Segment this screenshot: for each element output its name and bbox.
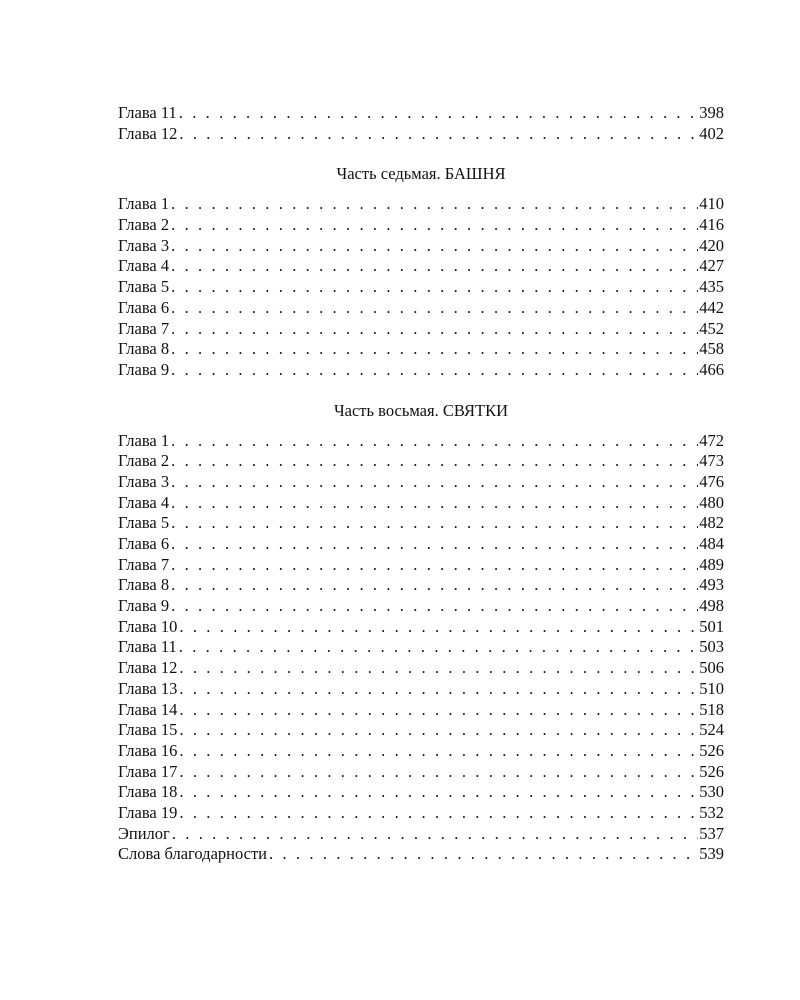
dot-leader	[171, 596, 698, 617]
dot-leader	[171, 451, 698, 472]
toc-entry[interactable]	[118, 493, 724, 514]
toc-entry-page: 420	[699, 235, 724, 255]
toc-entry[interactable]	[118, 431, 724, 452]
toc-entry-page: 416	[699, 215, 724, 235]
toc-entry[interactable]	[118, 803, 724, 824]
toc-entry-page: 435	[699, 277, 724, 297]
toc-entry[interactable]	[118, 720, 724, 741]
toc-entry[interactable]	[118, 319, 724, 340]
dot-leader	[172, 824, 698, 845]
toc-entry[interactable]	[118, 762, 724, 783]
dot-leader	[171, 277, 698, 298]
toc-entry[interactable]	[118, 298, 724, 319]
toc-entry-title: Глава 18	[118, 782, 178, 802]
toc-entry[interactable]	[118, 658, 724, 679]
toc-section-part8	[118, 431, 724, 865]
toc-entry-page: 532	[699, 802, 724, 822]
dot-leader	[171, 472, 698, 493]
toc-entry-page: 530	[699, 782, 724, 802]
toc-entry-title: Глава 3	[118, 471, 170, 491]
toc-entry[interactable]	[118, 451, 724, 472]
toc-entry-page: 518	[699, 699, 724, 719]
toc-entry-page: 482	[699, 513, 724, 533]
dot-leader	[171, 360, 698, 381]
toc-entry-epilogue[interactable]	[118, 824, 724, 845]
toc-entry-title: Глава 1	[118, 430, 170, 450]
toc-entry-title: Глава 19	[118, 802, 178, 822]
dot-leader	[179, 637, 698, 658]
toc-entry[interactable]	[118, 124, 724, 145]
toc-entry[interactable]	[118, 637, 724, 658]
toc-entry[interactable]	[118, 534, 724, 555]
toc-entry-page: 472	[699, 430, 724, 450]
dot-leader	[171, 513, 698, 534]
toc-entry-acknowledgements[interactable]	[118, 844, 724, 865]
toc-entry-page: 501	[699, 616, 724, 636]
toc-entry-page: 427	[699, 256, 724, 276]
table-of-contents	[118, 103, 724, 865]
toc-entry-title: Глава 7	[118, 318, 170, 338]
toc-entry[interactable]	[118, 741, 724, 762]
toc-entry-title: Глава 13	[118, 678, 178, 698]
toc-entry-page: 480	[699, 492, 724, 512]
toc-entry[interactable]	[118, 782, 724, 803]
toc-entry-title: Глава 2	[118, 215, 170, 235]
dot-leader	[171, 339, 698, 360]
dot-leader	[179, 679, 698, 700]
toc-entry-page: 539	[699, 844, 724, 864]
toc-entry-title: Глава 10	[118, 616, 178, 636]
dot-leader	[179, 124, 698, 145]
dot-leader	[179, 782, 698, 803]
toc-entry[interactable]	[118, 700, 724, 721]
toc-entry-title: Глава 1	[118, 194, 170, 214]
dot-leader	[171, 236, 698, 257]
dot-leader	[269, 844, 698, 865]
toc-entry-page: 442	[699, 297, 724, 317]
toc-entry-title: Глава 11	[118, 103, 177, 122]
dot-leader	[179, 103, 698, 124]
toc-entry[interactable]	[118, 513, 724, 534]
toc-entry[interactable]	[118, 575, 724, 596]
toc-entry-page: 476	[699, 471, 724, 491]
toc-entry-title: Глава 16	[118, 740, 178, 760]
toc-entry-title: Глава 12	[118, 123, 178, 143]
dot-leader	[179, 741, 698, 762]
toc-entry-title: Глава 8	[118, 339, 170, 359]
dot-leader	[179, 762, 698, 783]
dot-leader	[171, 555, 698, 576]
toc-entry[interactable]	[118, 617, 724, 638]
toc-section-part7	[118, 194, 724, 380]
toc-entry-title: Глава 12	[118, 658, 178, 678]
dot-leader	[171, 431, 698, 452]
toc-entry-page: 410	[699, 194, 724, 214]
toc-entry-title: Глава 11	[118, 637, 177, 657]
dot-leader	[171, 194, 698, 215]
toc-entry[interactable]	[118, 256, 724, 277]
dot-leader	[179, 803, 698, 824]
toc-entry-title: Глава 14	[118, 699, 178, 719]
toc-entry-page: 524	[699, 720, 724, 740]
toc-entry-page: 458	[699, 339, 724, 359]
toc-entry-title: Глава 17	[118, 761, 178, 781]
toc-entry-title: Глава 4	[118, 492, 170, 512]
toc-entry[interactable]	[118, 277, 724, 298]
toc-entry-page: 484	[699, 534, 724, 553]
toc-entry-title: Глава 3	[118, 235, 170, 255]
toc-entry[interactable]	[118, 339, 724, 360]
toc-section-lead	[118, 103, 724, 144]
toc-entry-page: 452	[699, 318, 724, 338]
toc-entry-title: Глава 5	[118, 513, 170, 533]
toc-entry-title: Глава 8	[118, 575, 170, 595]
toc-entry-page: 537	[699, 823, 724, 843]
toc-entry-title: Глава 5	[118, 277, 170, 297]
toc-entry-title: Эпилог	[118, 823, 170, 843]
toc-entry-title: Глава 15	[118, 720, 178, 740]
dot-leader	[171, 319, 698, 340]
part-heading: Часть седьмая. БАШНЯ	[336, 164, 506, 184]
toc-entry[interactable]	[118, 679, 724, 700]
toc-entry-title: Глава 4	[118, 256, 170, 276]
dot-leader	[171, 298, 698, 319]
toc-entry[interactable]	[118, 360, 724, 381]
toc-entry[interactable]	[118, 596, 724, 617]
dot-leader	[179, 720, 698, 741]
toc-entry-title: Глава 6	[118, 534, 170, 553]
toc-entry-page: 493	[699, 575, 724, 595]
toc-entry-title: Слова благодарности	[118, 844, 268, 864]
toc-entry[interactable]	[118, 103, 724, 124]
toc-entry[interactable]	[118, 472, 724, 493]
dot-leader	[171, 493, 698, 514]
toc-entry[interactable]	[118, 236, 724, 257]
toc-entry-page: 503	[699, 637, 724, 657]
toc-entry-page: 498	[699, 596, 724, 616]
toc-entry-title: Глава 2	[118, 451, 170, 471]
toc-entry-title: Глава 9	[118, 596, 170, 616]
toc-entry[interactable]	[118, 215, 724, 236]
toc-entry-page: 510	[699, 678, 724, 698]
toc-entry-title: Глава 7	[118, 554, 170, 574]
toc-entry-title: Глава 6	[118, 297, 170, 317]
dot-leader	[171, 575, 698, 596]
dot-leader	[171, 534, 698, 555]
toc-entry-page: 506	[699, 658, 724, 678]
toc-entry-page: 526	[699, 761, 724, 781]
toc-entry-page: 489	[699, 554, 724, 574]
toc-entry-page: 473	[699, 451, 724, 471]
dot-leader	[179, 617, 698, 638]
dot-leader	[171, 215, 698, 236]
part-heading: Часть восьмая. СВЯТКИ	[333, 400, 509, 420]
dot-leader	[171, 256, 698, 277]
toc-entry-page: 466	[699, 359, 724, 379]
toc-entry-page: 402	[699, 123, 724, 143]
toc-entry-page: 526	[699, 740, 724, 760]
dot-leader	[179, 658, 698, 679]
toc-entry-title: Глава 9	[118, 359, 170, 379]
toc-entry[interactable]	[118, 555, 724, 576]
toc-entry-page: 398	[699, 103, 724, 122]
dot-leader	[179, 700, 698, 721]
toc-entry[interactable]	[118, 194, 724, 215]
